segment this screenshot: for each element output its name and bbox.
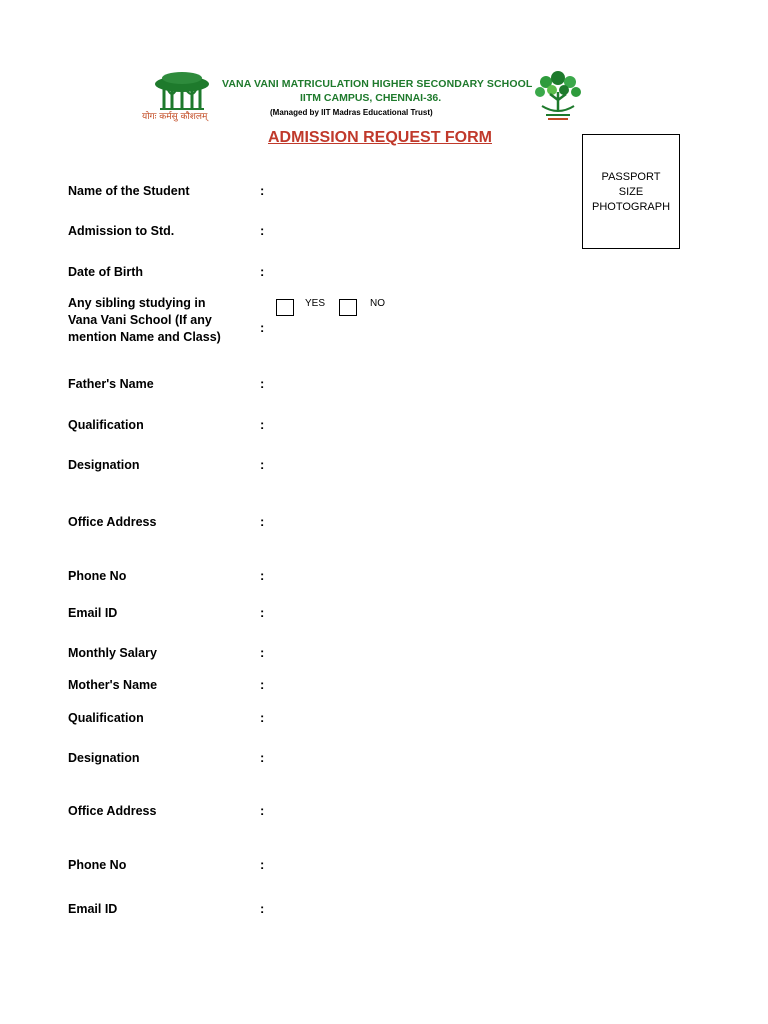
sibling-no-checkbox[interactable] bbox=[339, 299, 357, 316]
field-colon: : bbox=[260, 457, 265, 472]
field-colon: : bbox=[260, 376, 265, 391]
field-colon: : bbox=[260, 901, 265, 916]
field-label-father-designation: Designation bbox=[68, 458, 140, 472]
sibling-yes-label: YES bbox=[305, 298, 326, 309]
field-label-mother-designation: Designation bbox=[68, 751, 140, 765]
field-label-father-qualification: Qualification bbox=[68, 418, 144, 432]
field-label-student-name: Name of the Student bbox=[68, 184, 190, 198]
field-label-father-phone: Phone No bbox=[68, 569, 127, 583]
field-label-mother-email: Email ID bbox=[68, 902, 118, 916]
school-location: IITM CAMPUS, CHENNAI-36. bbox=[300, 92, 442, 104]
field-label-mother-phone: Phone No bbox=[68, 858, 127, 872]
field-label-mother-name: Mother's Name bbox=[68, 678, 158, 692]
field-label-father-email: Email ID bbox=[68, 606, 118, 620]
photo-text-line-2: SIZE bbox=[618, 186, 644, 198]
field-colon: : bbox=[260, 320, 265, 335]
field-colon: : bbox=[260, 710, 265, 725]
field-label-monthly-salary: Monthly Salary bbox=[68, 646, 157, 660]
form-title: ADMISSION REQUEST FORM bbox=[268, 129, 493, 146]
field-label-father-name: Father's Name bbox=[68, 377, 154, 391]
field-label-admission-std: Admission to Std. bbox=[68, 224, 175, 238]
field-colon: : bbox=[260, 605, 265, 620]
field-colon: : bbox=[260, 514, 265, 529]
field-colon: : bbox=[260, 803, 265, 818]
field-colon: : bbox=[260, 264, 265, 279]
school-motto: योगः कर्मसु कौशलम् bbox=[142, 112, 208, 122]
sibling-yes-checkbox[interactable] bbox=[276, 299, 294, 316]
managed-by-note: (Managed by IIT Madras Educational Trust) bbox=[270, 108, 433, 117]
field-colon: : bbox=[260, 677, 265, 692]
school-logo-left bbox=[152, 70, 212, 112]
field-colon: : bbox=[260, 750, 265, 765]
field-label-father-office-address: Office Address bbox=[68, 515, 157, 529]
field-colon: : bbox=[260, 223, 265, 238]
field-colon: : bbox=[260, 857, 265, 872]
field-colon: : bbox=[260, 645, 265, 660]
field-colon: : bbox=[260, 183, 265, 198]
field-label-mother-office-address: Office Address bbox=[68, 804, 157, 818]
photo-text-line-3: PHOTOGRAPH bbox=[591, 201, 671, 213]
passport-photo-box[interactable] bbox=[582, 134, 680, 249]
field-colon: : bbox=[260, 417, 265, 432]
field-label-sibling: Any sibling studying in Vana Vani School (If any mention Name and Class) bbox=[68, 296, 221, 344]
school-logo-right bbox=[530, 70, 586, 122]
field-colon: : bbox=[260, 568, 265, 583]
school-name: VANA VANI MATRICULATION HIGHER SECONDARY SCHOOL bbox=[222, 78, 533, 90]
photo-box-label bbox=[583, 170, 679, 215]
photo-text-line-1: PASSPORT bbox=[601, 171, 661, 183]
sibling-no-label: NO bbox=[370, 298, 385, 309]
field-label-date-of-birth: Date of Birth bbox=[68, 265, 143, 279]
field-label-mother-qualification: Qualification bbox=[68, 711, 144, 725]
